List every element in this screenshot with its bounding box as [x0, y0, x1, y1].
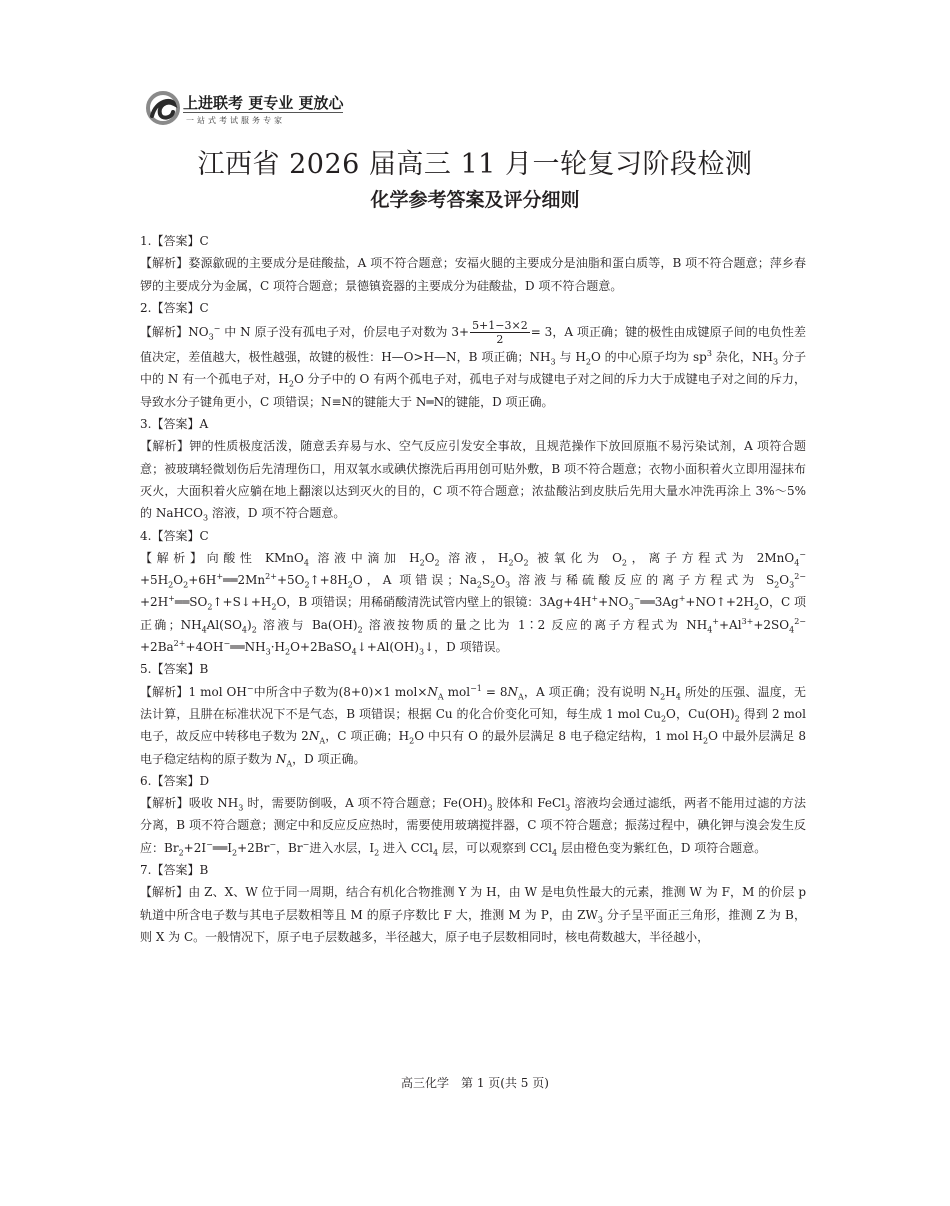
answer-line: 5.【答案】B [140, 662, 209, 677]
answer-line: 4.【答案】C [140, 528, 209, 543]
answer-line: 1.【答案】C [140, 234, 209, 248]
explanation-text: 【解析】1 mol OH−中所含中子数为(8+0)×1 $mol\times N_A$ $mol^{-1} = 8N_A$，A 项正确；没有说明 $N_2H_4$ 所处的压强、温度，无法计算，且肼在标准状况下不是气态，B 项错误；根据 Cu 的化合价变化可知，每生成 1 mol $Cu_2O$，$Cu(OH)_2$ 得到 2 mol 电子，故反应中转移电子数为 $2N_A$，C 项正确；$H_2O$ 中只有 O 的最外层满足 8 电子稳定结构，1 mol $H_2O$ 中最外层满足 8 电子稳定结构的原子数为 $N_A$，D 项正确。 [140, 683, 806, 768]
answer-line: 2.【答案】C [140, 300, 209, 315]
explanation-text: 【解析】由 Z、X、W 位于同一周期，结合有机化合物推测 Y 为 H，由 W 是电负性最大的元素，推测 W 为 F，M 的价层 p 轨道中所含电子数与其电子层数相等且 M 的原子序数比 F 大，推测 M 为 P，由 $ZW_3$ 分子呈平面正三角形，推测 Z 为 B，则 X 为 C。一般情况下，原子电子层数越多，半径越大，原子电子层数相同时，核电荷数越大，半径越小， [140, 885, 806, 944]
question-block [140, 230, 806, 297]
page-subtitle: 化学参考答案及评分细则 [370, 189, 580, 211]
question-block [140, 297, 806, 413]
logo-divider [183, 112, 343, 113]
swirl-logo-icon [146, 88, 180, 128]
logo-slogan: 上进联考 更专业 更放心 [183, 94, 344, 112]
answer-line: 3.【答案】A [140, 417, 209, 432]
question-block [140, 859, 806, 948]
answer-content [140, 230, 806, 948]
question-block [140, 770, 806, 859]
question-block [140, 525, 806, 659]
explanation-text: 【解析】向酸性 KMnO$_4$ 溶液中滴加 $H_2O_2$ 溶液，$H_2O_2$ 被氧化为 $O_2$，离子方程式为 $2MnO_4^-+5H_2O_2+6H^+══2Mn^{2+}+5O_2↑+8H_2O$，A 项错误；$Na_2S_2O_3$ 溶液与稀硫酸反应的离子方程式为 $S_2O_3^{2-}+2H^+══SO_2↑+S↓+H_2O$，B 项错误；用稀硝酸清洗试管内壁上的银镜：$3Ag+4H^++NO_3^-══3Ag^++NO↑+2H_2O$，C 项正确；$NH_4Al(SO_4)_2$ 溶液与 $Ba(OH)_2$ 溶液按物质的量之比为 1∶2 反应的离子方程式为 $NH_4^++Al^{3+}+2SO_4^{2-}+2Ba^{2+}+4OH^-══NH_3\cdot H_2O+2BaSO_4↓+Al(OH)_3↓$，D 项错误。 [140, 549, 806, 657]
explanation-text: 【解析】婺源歙砚的主要成分是硅酸盐，A 项不符合题意；安福火腿的主要成分是油脂和蛋白质等，B 项不符合题意；萍乡春锣的主要成分为金属，C 项符合题意；景德镇瓷器的主要成分为硅酸盐，D 项不符合题意。 [140, 256, 806, 293]
question-block [140, 413, 806, 524]
explanation-text: 【解析】吸收 $NH_3$ 时，需要防倒吸，A 项不符合题意；$Fe(OH)_3$ 胶体和 FeCl$_3$ 溶液均会通过滤纸，两者不能用过滤的方法分离，B 项不符合题意；测定中和反应反应热时，需要使用玻璃搅拌器，C 项不符合题意；振荡过程中，碘化钾与溴会发生反应：$Br_2+2I^-══I_2+2Br^-$，Br−进入水层，$I_2$ 进入 CCl$_4$ 层，可以观察到 CCl$_4$ 层由橙色变为紫红色，D 项符合题意。 [140, 796, 806, 858]
answer-line: 6.【答案】D [140, 773, 210, 788]
explanation-text: 【解析】钾的性质极度活泼，随意丢弃易与水、空气反应引发安全事故，且规范操作下放回原瓶不易污染试剂，A 项符合题意；被玻璃轻微划伤后先清理伤口，用双氧水或碘伏擦洗后再用创可贴外敷，B 项不符合题意；衣物小面积着火立即用湿抹布灭火，大面积着火应躺在地上翻滚以达到灭火的目的，C 项不符合题意；浓盐酸沾到皮肤后先用大量水冲洗再涂上 3%～5%的 NaHCO$_3$ 溶液，D 项不符合题意。 [140, 439, 806, 523]
header-logo [146, 88, 346, 130]
answer-line: 7.【答案】B [140, 863, 209, 878]
question-block [140, 658, 806, 769]
page-footer: 高三化学 第 1 页(共 5 页) [401, 1076, 549, 1090]
explanation-text: 【解析】$NO_3^-$ 中 N 原子没有孤电子对，价层电子对数为 3+ $\frac{5+1-3\times 2}{2}$ = 3，A 项正确；键的极性由成键原子间的电负性差值决定，差值越大，极性越强，故键的极性：H—O>H—N，B 项正确；$NH_3$ 与 $H_2O$ 的中心原子均为 $sp^3$ 杂化，$NH_3$ 分子中的 N 有一个孤电子对，$H_2O$ 分子中的 O 有两个孤电子对，孤电子对与成键电子对之间的斥力大于成键电子对之间的斥力，导致水分子键角更小，C 项错误；N≡N的键能大于 N═N的键能，D 项正确。 [140, 319, 806, 409]
page-title: 江西省 2026 届高三 11 月一轮复习阶段检测 [197, 149, 753, 180]
logo-subtitle: 一站式考试服务专家 [186, 116, 285, 125]
